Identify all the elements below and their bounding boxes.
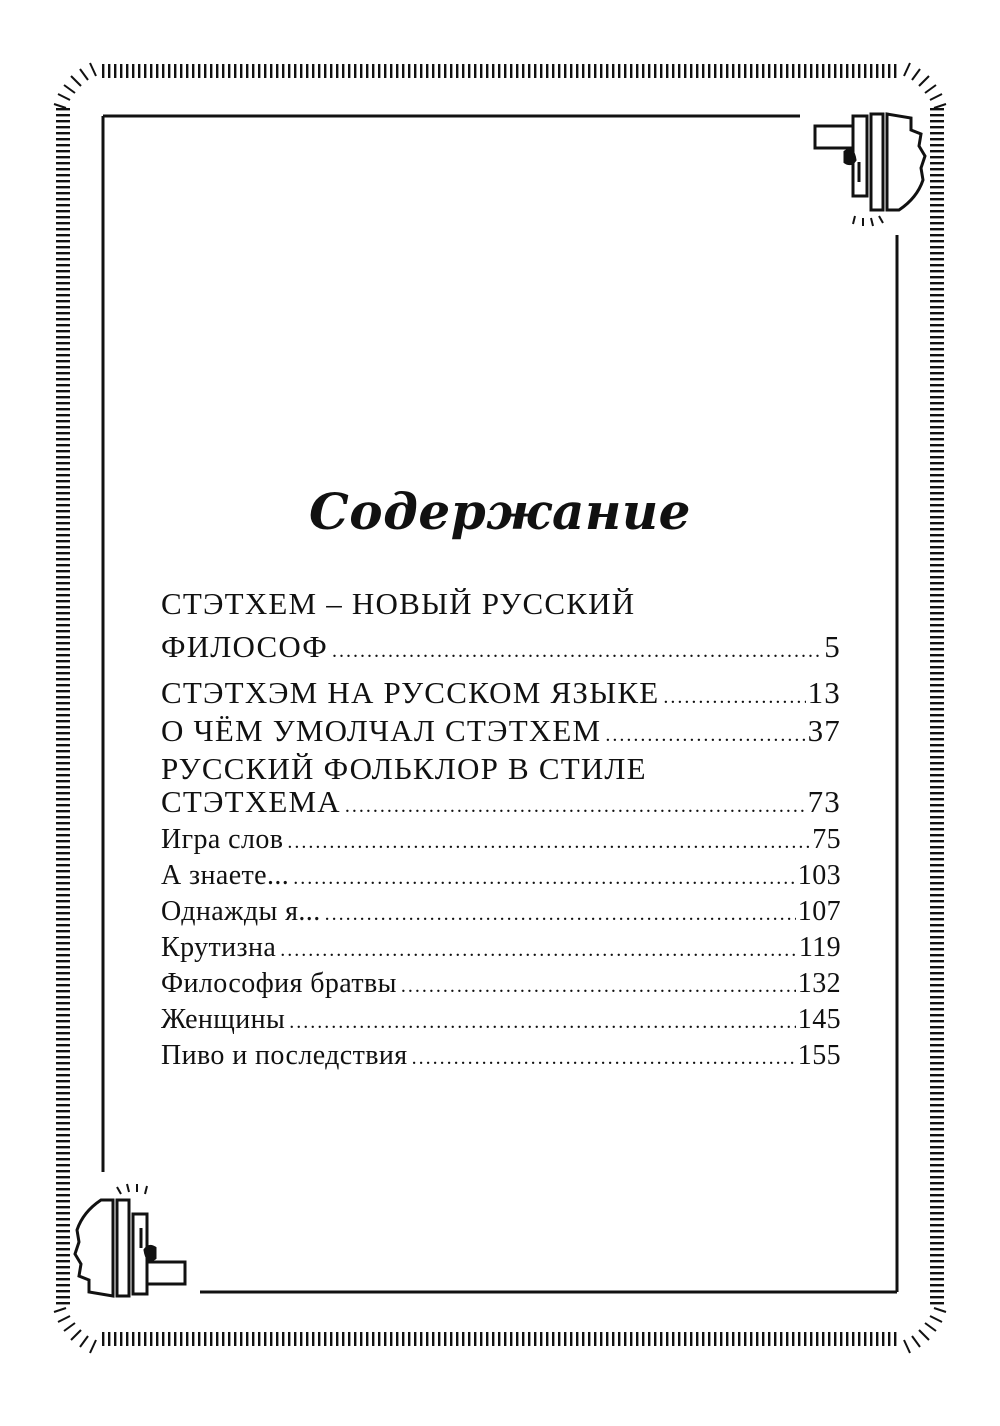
toc-entry-title: Игра слов <box>161 824 284 855</box>
toc-page-number: 37 <box>807 713 841 748</box>
dot-leader <box>280 934 797 967</box>
dot-leader <box>412 1042 796 1075</box>
toc-entry <box>161 931 841 967</box>
dot-leader <box>287 826 810 859</box>
dot-leader <box>332 635 822 668</box>
dot-leader <box>663 681 805 714</box>
toc-entry-title: СТЭТХЕМ – НОВЫЙ РУССКИЙ <box>161 586 636 621</box>
toc-page-number: 119 <box>798 932 841 963</box>
toc-entry-title: Однажды я... <box>161 896 321 927</box>
toc-entry-title: РУССКИЙ ФОЛЬКЛОР В СТИЛЕ <box>161 751 647 786</box>
toc-entry-line <box>161 752 841 785</box>
toc-entry-title: Пиво и последствия <box>161 1040 408 1071</box>
border-left-hatch <box>56 108 70 1308</box>
toc-entry <box>161 785 841 823</box>
dot-leader <box>401 970 796 1003</box>
toc-page-number: 73 <box>807 784 841 819</box>
toc-entry-title: Философия братвы <box>161 968 397 999</box>
toc-entry-title: Крутизна <box>161 932 277 963</box>
toc-page-number: 107 <box>797 896 841 927</box>
toc-entry-title: О ЧЁМ УМОЛЧАЛ СТЭТХЕМ <box>161 713 602 748</box>
toc-entry-title: Женщины <box>161 1004 286 1035</box>
toc-entry <box>161 823 841 859</box>
border-top-hatch <box>100 64 900 78</box>
toc-page-number: 155 <box>797 1040 841 1071</box>
toc-page-number: 103 <box>797 860 841 891</box>
toc-entry-title: СТЭТХЕМА <box>161 784 341 819</box>
toc-entry <box>161 895 841 931</box>
page-title: Содержание <box>309 482 691 541</box>
toc-page-number: 5 <box>824 629 841 664</box>
toc-entry-title: ФИЛОСОФ <box>161 629 329 664</box>
toc-entry-title: А знаете... <box>161 860 290 891</box>
dot-leader <box>325 898 796 931</box>
corner-hatch-top-left <box>54 63 96 108</box>
head-silhouette-icon <box>815 114 925 226</box>
corner-hatch-bottom-left <box>54 1308 96 1353</box>
dot-leader <box>293 862 796 895</box>
toc-entry-line <box>161 587 841 630</box>
toc-entry <box>161 1039 841 1075</box>
toc-page-number: 75 <box>812 824 841 855</box>
dot-leader <box>289 1006 796 1039</box>
toc-page-number: 145 <box>797 1004 841 1035</box>
corner-hatch-top-right <box>904 63 946 108</box>
toc-entry <box>161 859 841 895</box>
toc-entry <box>161 676 841 714</box>
head-silhouette-icon <box>75 1184 185 1296</box>
toc-entry-title: СТЭТХЭМ НА РУССКОМ ЯЗЫКЕ <box>161 675 660 710</box>
toc-entry <box>161 630 841 668</box>
table-of-contents <box>161 587 841 1075</box>
border-bottom-hatch <box>100 1332 900 1346</box>
dot-leader <box>605 719 805 752</box>
toc-page-number: 13 <box>807 675 841 710</box>
toc-entry <box>161 714 841 752</box>
toc-entry <box>161 967 841 1003</box>
corner-hatch-bottom-right <box>904 1308 946 1353</box>
toc-entry <box>161 1003 841 1039</box>
border-right-hatch <box>930 108 944 1308</box>
toc-page-number: 132 <box>797 968 841 999</box>
dot-leader <box>345 790 806 823</box>
